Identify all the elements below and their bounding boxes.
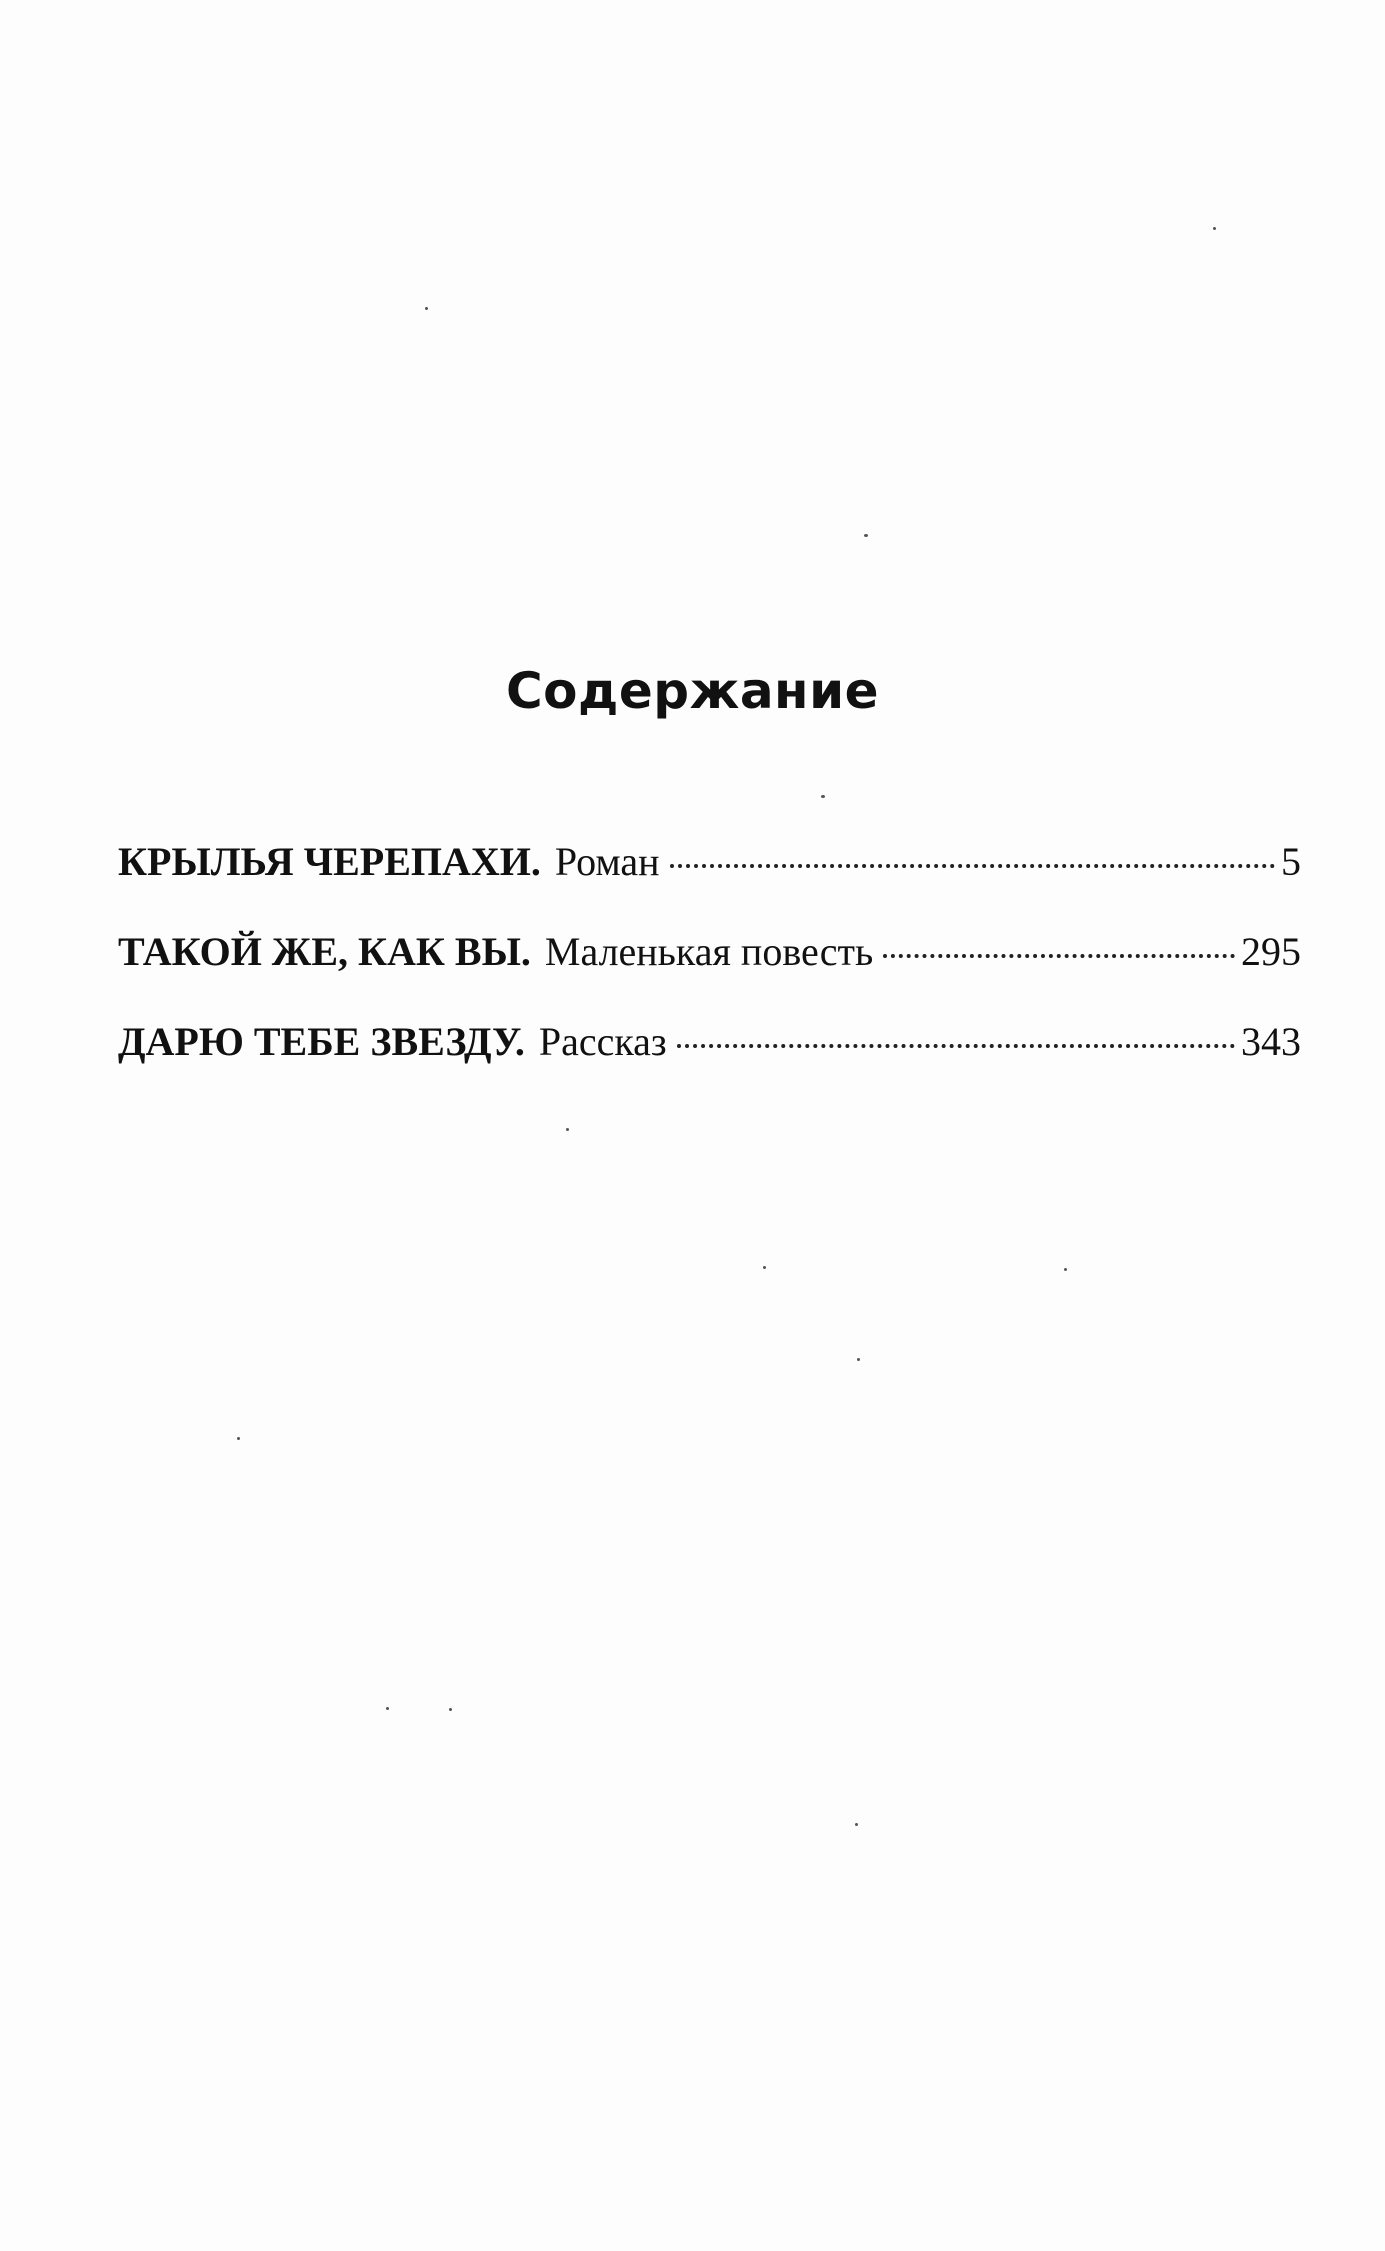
scan-speck [821, 795, 825, 798]
toc-entry-genre: Маленькая повесть [544, 929, 874, 974]
scan-speck [857, 1358, 860, 1361]
scan-speck [425, 307, 428, 310]
toc-entry-page-number: 295 [1241, 929, 1301, 974]
scan-speck [1213, 227, 1216, 230]
toc-entry-genre: Рассказ [538, 1019, 667, 1064]
table-of-contents [118, 838, 1301, 1108]
dot-leader [883, 954, 1235, 958]
scan-speck [386, 1707, 389, 1710]
page-title: Содержание [505, 662, 880, 720]
scan-speck [566, 1128, 569, 1131]
scan-speck [855, 1823, 858, 1826]
toc-entry-title: КРЫЛЬЯ ЧЕРЕПАХИ. [118, 839, 541, 884]
toc-entry-page-number: 343 [1241, 1019, 1301, 1064]
scan-speck [763, 1266, 766, 1269]
toc-entry-3[interactable] [118, 1018, 1301, 1108]
toc-entry-page-number: 5 [1281, 839, 1301, 884]
toc-entry-title: ДАРЮ ТЕБЕ ЗВЕЗДУ. [118, 1019, 525, 1064]
scan-speck [864, 534, 868, 537]
dot-leader [677, 1044, 1235, 1048]
scan-speck [237, 1437, 240, 1440]
scan-speck [449, 1708, 452, 1711]
toc-entry-title: ТАКОЙ ЖЕ, КАК ВЫ. [118, 929, 531, 974]
toc-entry-genre: Роман [554, 839, 660, 884]
dot-leader [670, 864, 1275, 868]
scan-speck [1064, 1268, 1067, 1271]
toc-entry-1[interactable] [118, 838, 1301, 928]
toc-entry-2[interactable] [118, 928, 1301, 1018]
